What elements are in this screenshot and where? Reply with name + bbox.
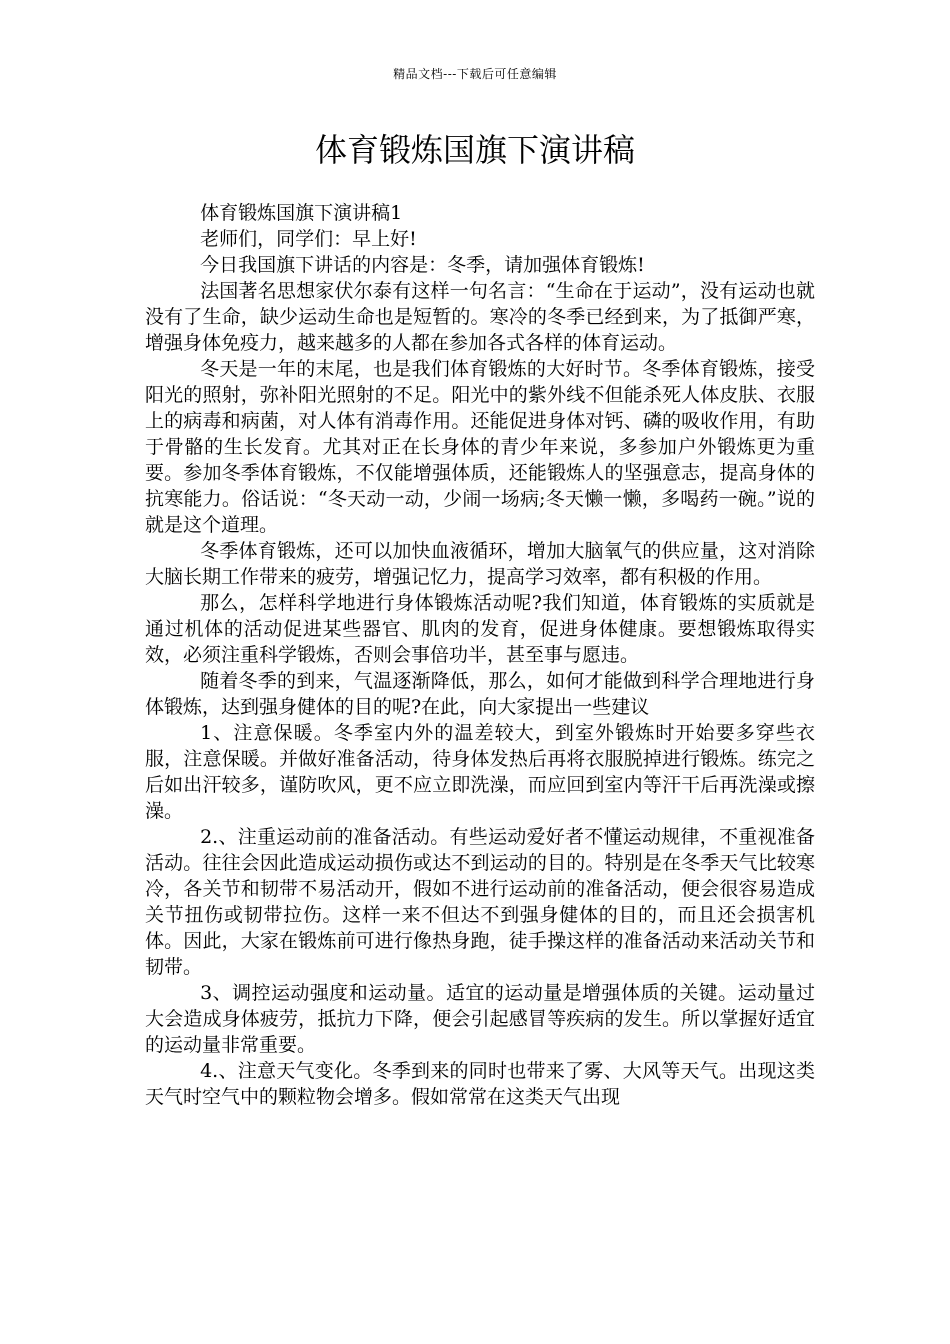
paragraph-suggestion-4: 4.、注意天气变化。冬季到来的同时也带来了雾、大风等天气。出现这类天气时空气中的颗粒物会增多。假如常常在这类天气出现 bbox=[145, 1060, 815, 1108]
document-title: 体育锻炼国旗下演讲稿 bbox=[314, 131, 635, 169]
paragraph-suggestion-1: 1、注意保暖。冬季室内外的温差较大，到室外锻炼时开始要多穿些衣服，注意保暖。并做好准备活动，待身体发热后再将衣服脱掉进行锻炼。练完之后如出汗较多，谨防吹风，更不应立即洗澡，而应回到室内等汗干后再洗澡或擦澡。 bbox=[145, 722, 815, 822]
paragraph-topic: 今日我国旗下讲话的内容是：冬季，请加强体育锻炼! bbox=[200, 254, 645, 276]
header-note: 精品文档---下载后可任意编辑 bbox=[393, 67, 557, 81]
paragraph-suggestion-2: 2.、注重运动前的准备活动。有些运动爱好者不懂运动规律，不重视准备活动。往往会因此造成运动损伤或达不到运动的目的。特别是在冬季天气比较寒冷，各关节和韧带不易活动开，假如不进行运动前的准备活动，便会很容易造成关节扭伤或韧带拉伤。这样一来不但达不到强身健体的目的，而且还会损害机体。因此，大家在锻炼前可进行像热身跑，徒手操这样的准备活动来活动关节和韧带。 bbox=[145, 826, 815, 978]
paragraph: 冬天是一年的末尾，也是我们体育锻炼的大好时节。冬季体育锻炼，接受阳光的照射，弥补阳光照射的不足。阳光中的紫外线不但能杀死人体皮肤、衣服上的病毒和病菌，对人体有消毒作用。还能促进身体对钙、磷的吸收作用，有助于骨骼的生长发育。尤其对正在长身体的青少年来说，多参加户外锻炼更为重要。参加冬季体育锻炼，不仅能增强体质，还能锻炼人的坚强意志，提高身体的抗寒能力。俗话说：“冬天动一动，少闹一场病;冬天懒一懒，多喝药一碗。”说的就是这个道理。 bbox=[145, 358, 815, 536]
paragraph: 冬季体育锻炼，还可以加快血液循环，增加大脑氧气的供应量，这对消除大脑长期工作带来的疲劳，增强记忆力，提高学习效率，都有积极的作用。 bbox=[145, 540, 815, 588]
document-body bbox=[145, 200, 815, 1110]
paragraph-suggestion-3: 3、调控运动强度和运动量。适宜的运动量是增强体质的关键。运动量过大会造成身体疲劳，抵抗力下降，便会引起感冒等疾病的发生。所以掌握好适宜的运动量非常重要。 bbox=[145, 982, 815, 1056]
paragraph: 法国著名思想家伏尔泰有这样一句名言：“生命在于运动”，没有运动也就没有了生命，缺少运动生命也是短暂的。寒冷的冬季已经到来，为了抵御严寒，增强身体免疫力，越来越多的人都在参加各式各样的体育运动。 bbox=[145, 280, 815, 354]
paragraph: 那么，怎样科学地进行身体锻炼活动呢?我们知道，体育锻炼的实质就是通过机体的活动促进某些器官、肌肉的发育，促进身体健康。要想锻炼取得实效，必须注重科学锻炼，否则会事倍功半，甚至事与愿违。 bbox=[145, 592, 815, 666]
paragraph: 随着冬季的到来，气温逐渐降低，那么，如何才能做到科学合理地进行身体锻炼，达到强身健体的目的呢?在此，向大家提出一些建议 bbox=[145, 670, 815, 718]
paragraph-greeting: 老师们，同学们：早上好! bbox=[200, 228, 417, 250]
paragraph-subtitle: 体育锻炼国旗下演讲稿1 bbox=[200, 202, 403, 224]
